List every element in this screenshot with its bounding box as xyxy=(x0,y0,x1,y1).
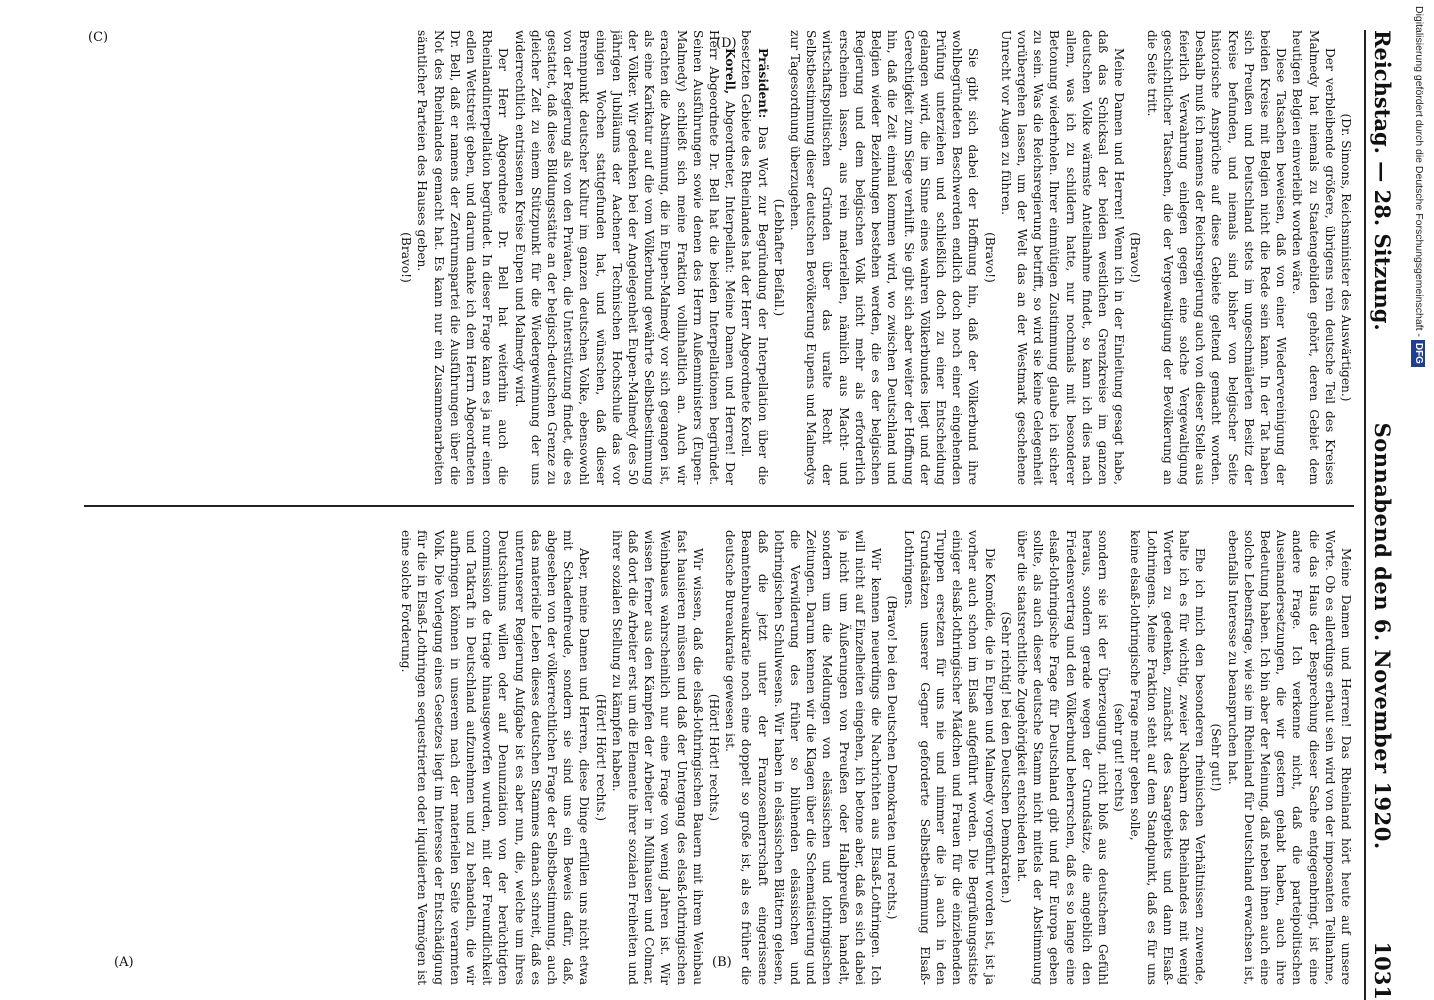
page-number: 1031 xyxy=(1370,941,1396,1000)
speaker-note: (Dr. Simons, Reichsminister des Auswärtigen.) xyxy=(1339,113,1353,402)
page-header xyxy=(1364,30,1400,1000)
reaction: (Lebhafter Beifall.) xyxy=(771,198,786,317)
margin-marker-a: (A) xyxy=(114,955,134,970)
president-paragraph xyxy=(738,30,770,485)
paragraph: Der Herr Abgeordnete Dr. Bell hat weiterhin auch die Rheinlandinterpellation begründet. In dieser Frage kann es ja nur einen edlen Wettstreit geben, und darum danke ich dem Herrn Abgeordneten Dr. Bell, daß er namens der Zentrumspartei die Ausführungen über die Not des Rheinlandes gemacht hat. Es kann nur ein Zusammenarbeiten sämtlicher Parteien des Hauses geben. xyxy=(415,30,511,485)
korell-paragraph xyxy=(511,30,738,485)
speaker-name: Präsident: xyxy=(755,48,770,119)
credit-text: Digitalisierung gefördert durch die Deutsche Forschungsgemeinschaft - xyxy=(1413,6,1425,337)
paragraph: Sie gibt sich dabei der Hoffnung hin, daß der Völkerbund ihre wohlbegründeten Beschwerden endlich doch noch einer eingehenden Prüfung unterziehen und schließlich doch zu einer Entscheidung gelangen wird, die im Sinne eines wahren Völkerbundes liegt und der Gerechtigkeit zum Siege verhilft. Sie gibt sich aber weiter der Hoffnung hin, daß die Zeit einmal kommen wird, wo zwischen Deutschland und Belgien wieder Beziehungen bestehen werden, die es der belgischen Regierung und dem belgischen Volk nicht mehr als erforderlich erscheinen lassen, aus rein materiellen, nämlich aus Macht- und wirtschaftspolitischen Gründen über das uralte Recht der Selbstbestimmung dieser deutschen Bevölkerung Eupens und Malmedys zur Tagesordnung überzugehen. xyxy=(788,30,981,485)
reaction: (Sehr gut!) xyxy=(1209,723,1224,792)
paragraph: Meine Damen und Herren! Das Rheinland hört heute auf unsere Worte. Ob es allerdings erbaut sein wird von der imposanten Teilnahme, die das Haus der Besprechung dieser Sache entgegenbringt, ist eine andere Frage. Ich verkenne nicht, daß die parteipolitischen Auseinandersetzungen, die wir gestern gehabt haben, auch ihre Bedeutung haben. Ich bin aber der Meinung, daß neben ihnen auch eine solche Lebensfrage, wie sie im Rheinland für Deutschland erwachsen ist, ebenfalls Interesse zu beanspruchen hat. xyxy=(1225,530,1353,985)
paragraph: Wir wissen, daß die elsaß-lothringischen Bauern mit ihrem Weinbau fast hausieren müssen und daß der Untergang des elsaß-lothringischen Weinbaues wahrscheinlich nur eine Frage von wenig Jahren ist. Wir wissen ferner aus den Kämpfen der Arbeiter in Mülhausen und Colmar, daß dort die Arbeiter erst um die Elemente ihrer sozialen Freiheiten und ihrer sozialen Stellung zu kämpfen haben. xyxy=(609,530,705,985)
reaction: (Hört! Hört! rechts.) xyxy=(593,693,608,822)
paragraph: Der verbleibende größere, übrigens rein deutsche Teil des Kreises Malmedy hat niemals zu Staatengebilden gehört, deren Gebiet dem heutigen Belgien einverleibt worden wäre. xyxy=(1290,30,1337,485)
digitization-credit xyxy=(1404,6,1434,996)
paragraph: Diese Tatsachen beweisen, daß von einer Wiedervereinigung der beiden Kreise mit Belgien nicht die Rede sein kann. In der Tat haben sich Preußen und Deutschland stets im ungeschmälerten Besitz der Kreise befunden, und niemals sind bisher von belgischer Seite historische Ansprüche auf diese Gebiete geltend gemacht worden. Deshalb muß ich namens der Reichsregierung auch von dieser Stelle aus feierlich Verwahrung einlegen gegen eine solche Vergewaltigung geschichtlicher Tatsachen, die der Vergewaltigung der Bevölkerung an die Seite tritt. xyxy=(1144,30,1289,485)
column-divider xyxy=(84,505,1354,507)
president-text: Das Wort zur Begründung der Interpellation über die besetzten Gebiete des Rheinlandes hat der Herr Abgeordnete Korell. xyxy=(739,30,770,485)
korell-text: Abgeordneter, Interpellant: Meine Damen und Herren! Der Herr Abgeordnete Dr. Bell hat die beiden Interpellationen begründet. Seinen Ausführungen sowie denen des Herrn Außenministers (Eupen-Malmedy) schließt sich meine Fraktion vollinhaltlich an. Auch wir erachten die Abstimmung, die in Eupen-Malmedy vor sich gegangen ist, als eine Karikatur auf die vom Völkerbund gewährte Selbstbestimmung der Völker. Wir gedenken bei der Angelegenheit Eupen-Malmedy des 50 jährigen Jubiläums der Aachener Technischen Hochschule das vor einigen Wochen stattgefunden hat, und wünschen, daß dieser Brennpunkt deutscher Kultur im ganzen deutschen Volke, ebensowohl von der Regierung als von den Privaten, die Unterstützung findet, die es gestattet, daß diese Bildungsstätte an der belgisch-deutschen Grenze zu gleicher Zeit zu einem Stützpunkt für die Wiedergewinnung der uns widerrechtlich entrissenen Kreise Eupen und Malmedy wird. xyxy=(512,30,738,485)
right-column xyxy=(84,530,1354,985)
margin-marker-c: (C) xyxy=(88,30,109,45)
margin-marker-d: (D) xyxy=(716,36,737,51)
margin-marker-b: (B) xyxy=(712,955,732,970)
reaction: (Bravo!) xyxy=(1128,232,1143,283)
header-date: Sonnabend den 6. November 1920. xyxy=(1370,422,1396,850)
dfg-logo: DFG xyxy=(1411,340,1425,367)
paragraph: Die Komödie, die in Eupen und Malmedy vorgeführt worden ist, ist ja vorher auch schon im Elsaß aufgeführt worden. Die Begrüßungsstiste einiger elsaß-lothringischer Mädchen und Frauen für die einziehenden Truppen ersetzen für uns nie und nimmer die ja auch in den Grundsätzen unserer Gegner geforderte Selbstbestimmung Elsaß-Lothringens. xyxy=(901,530,997,985)
reaction: (Bravo!) xyxy=(982,232,997,283)
reaction: (Bravo! bei den Deutschen Demokraten und rechts.) xyxy=(885,595,900,920)
paragraph: sondern sie ist der Überzeugung, nicht bloß aus deutschem Gefühl heraus, sondern gerade wegen der Grundsätze, die angeblich den Friedensvertrag und den Völkerbund beherrschen, daß es so lange eine elsaß-lothringische Frage für Deutschland gibt und für Europa geben sollte, als auch dieser deutsche Stamm nicht mittels der Abstimmung über die staatsrechtliche Zugehörigkeit entschieden hat. xyxy=(1014,530,1110,985)
paragraph: Wir kennen neuerdings die Nachrichten aus Elsaß-Lothringen. Ich will nicht auf Einzelheiten eingehen, ich betone aber, daß es sich dabei ja nicht um Äußerungen von Preußen oder Halbpreußen handelt, sondern um die Meldungen von elsässischen und lothringischen Zeitungen. Darum kennen wir die Klagen über die Schematisierung und die Verwilderung des früher so blühenden elsässischen und lothringischen Schulwesens. Wir haben in elsässischen Blättern gelesen, daß die jetzt unter der Franzosenherrschaft eingerissene Beamtenbureaukratie noch eine doppelt so große ist, als es früher die deutsche Bureaukratie gewesen ist. xyxy=(723,530,884,985)
paragraph: Aber, meine Damen und Herren, diese Dinge erfüllen uns nicht etwa mit Schadenfreude, sondern sie sind uns ein Beweis dafür, daß, abgesehen von der völkerrechtlichen Frage der Selbstbestimmung, auch das materielle Leben dieses deutschen Stammes danach schreit, daß es unterunserer Regierung Aufgabe ist es aber nun, die, welche um ihres Deutschtums willen oder auf Denunziation von der berüchtigten commission de triage hinausgeworfen wurden, mit der Freundlichkeit und Tatkraft in Deutschland aufzunehmen und zu behandeln, die wir aufbringen können in unserem nach der materiellen Seite verarmten Volk. Die Vorlegung eines Gesetzes liegt im Interesse der Entschädigung für die in Elsaß-Lothringen sequestrierten oder liquidierten Vermögen ist eine solche Forderung. xyxy=(399,530,592,985)
header-left: Reichstag. — 28. Sitzung. xyxy=(1370,30,1396,331)
reaction: (Bravo!) xyxy=(399,232,414,283)
document-page xyxy=(70,30,1400,1000)
speaker-name: Korell, xyxy=(723,48,738,95)
left-column xyxy=(84,30,1354,485)
reaction: (Hört! Hört! rechts.) xyxy=(707,693,722,822)
reaction: (sehr gut! rechts) xyxy=(1112,703,1127,812)
reaction: (Sehr richtig! bei den Deutschen Demokraten.) xyxy=(998,611,1013,904)
paragraph: Ehe ich mich den besonderen rheinischen Verhältnissen zuwende, halte ich es für wichtig, zweier Nachbarn des Rheinlandes mit wenig Worten zu gedenken, zunächst des Saargebiets und dann Elsaß-Lothringens. Meine Fraktion steht auf dem Standpunkt, daß es für uns keine elsaß-lothringische Frage mehr geben solle, xyxy=(1128,530,1208,985)
paragraph: Meine Damen und Herren! Wenn ich in der Einleitung gesagt habe, daß das Schicksal der beiden westlichen Grenzkreise im ganzen deutschen Volke wärmste Anteilnahme findet, so kann ich dies nach allem, was ich zu schildern hatte, nur nochmals mit besonderer Betonung wiederholen. Ihrer einmütigen Zustimmung glaube ich sicher zu sein. Was die Reichsregierung betrifft, so wird sie keine Gelegenheit vorübergehen lassen, um der Welt das an der Westmark geschehene Unrecht vor Augen zu führen. xyxy=(998,30,1127,485)
